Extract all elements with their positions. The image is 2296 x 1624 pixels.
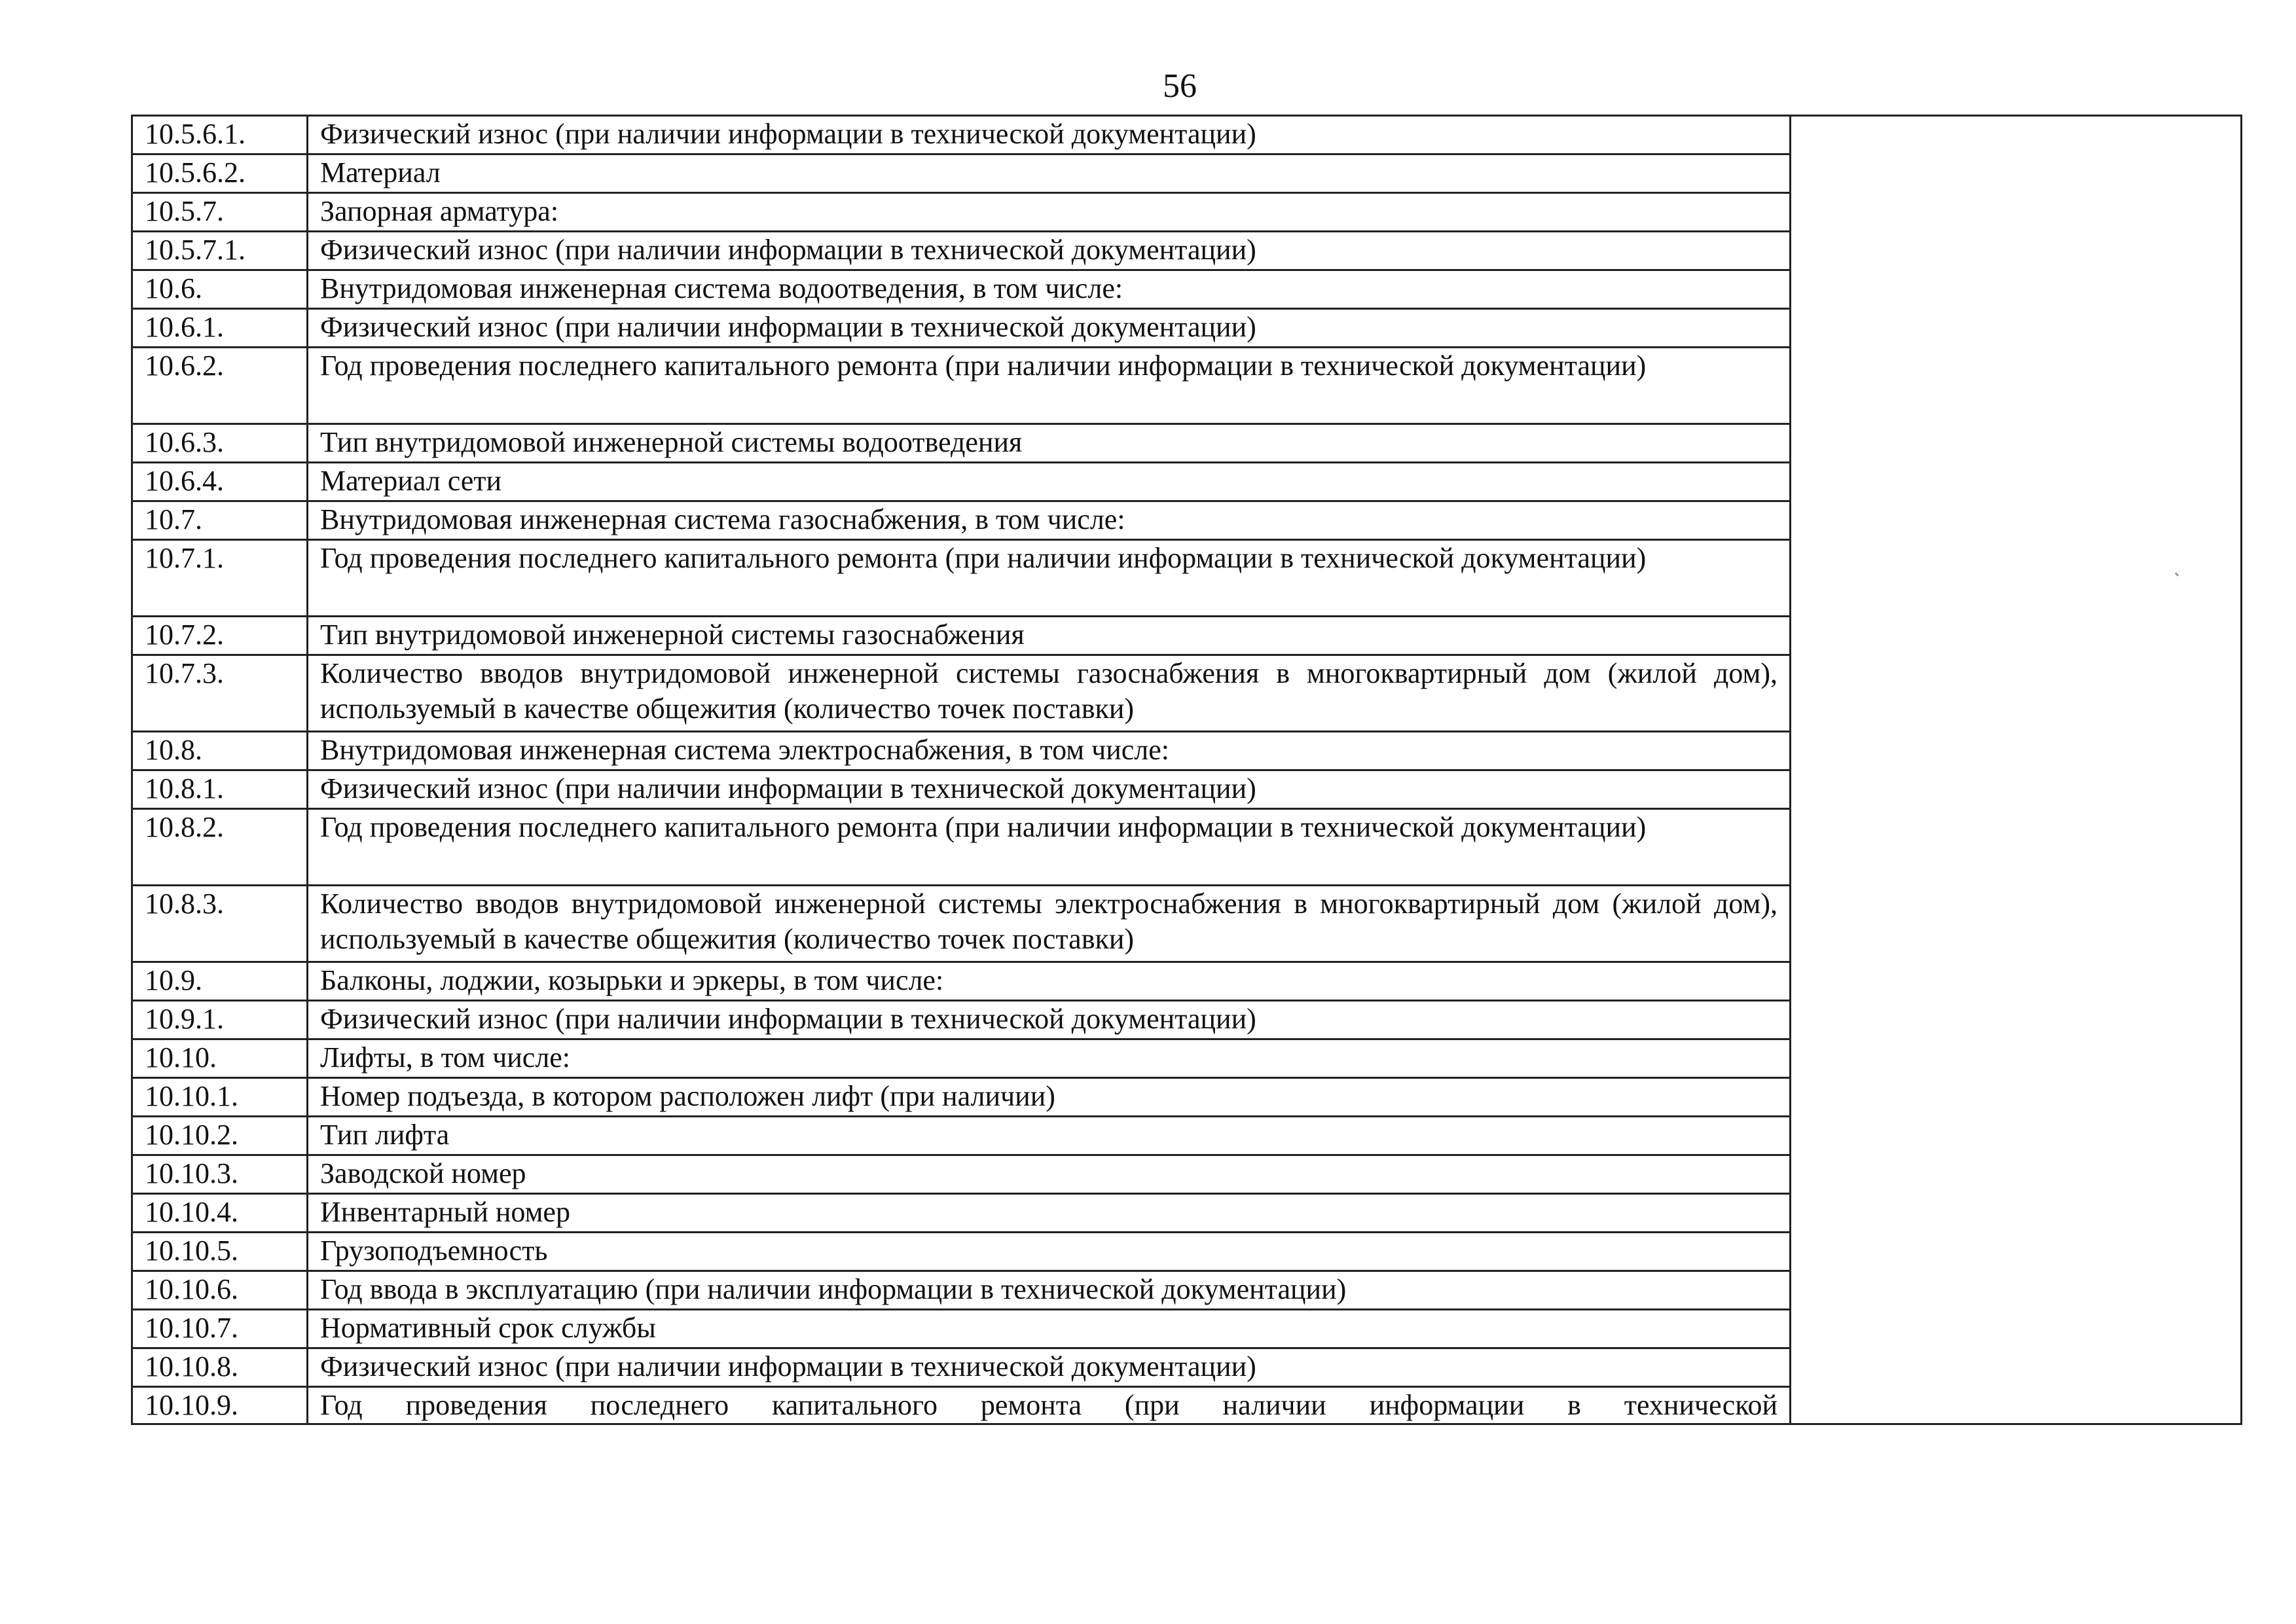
row-number: 10.10.8. xyxy=(132,1348,308,1387)
row-description: Внутридомовая инженерная система газоснабжения, в том числе: xyxy=(308,501,1791,540)
row-number: 10.6.3. xyxy=(132,424,308,463)
row-number: 10.6.2. xyxy=(132,348,308,424)
row-number: 10.9.1. xyxy=(132,1001,308,1039)
row-number: 10.7.3. xyxy=(132,655,308,732)
row-description: Год проведения последнего капитального ремонта (при наличии информации в технической документации) xyxy=(308,809,1791,886)
value-column xyxy=(1791,116,2242,1424)
row-number: 10.10.2. xyxy=(132,1117,308,1155)
row-description: Материал сети xyxy=(308,463,1791,501)
table-row xyxy=(132,116,2242,154)
row-description: Год проведения последнего капитального ремонта (при наличии информации в технической документации) xyxy=(308,348,1791,424)
row-number: 10.6.1. xyxy=(132,309,308,348)
row-description: Физический износ (при наличии информации в технической документации) xyxy=(308,770,1791,809)
row-number: 10.10.6. xyxy=(132,1271,308,1310)
row-description: Физический износ (при наличии информации в технической документации) xyxy=(308,1001,1791,1039)
row-description: Количество вводов внутридомовой инженерной системы газоснабжения в многоквартирный дом (жилой дом), используемый в качестве общежития (количество точек поставки) xyxy=(308,655,1791,732)
row-number: 10.10.3. xyxy=(132,1155,308,1194)
row-description: Физический износ (при наличии информации в технической документации) xyxy=(308,309,1791,348)
row-description: Тип внутридомовой инженерной системы газоснабжения xyxy=(308,617,1791,655)
row-description: Внутридомовая инженерная система водоотведения, в том числе: xyxy=(308,270,1791,309)
row-number: 10.10.1. xyxy=(132,1078,308,1117)
row-description: Материал xyxy=(308,154,1791,193)
row-description: Физический износ (при наличии информации в технической документации) xyxy=(308,116,1791,154)
row-number: 10.10.5. xyxy=(132,1233,308,1271)
row-number: 10.7. xyxy=(132,501,308,540)
row-description: Нормативный срок службы xyxy=(308,1310,1791,1348)
row-number: 10.5.7.1. xyxy=(132,232,308,270)
row-description: Внутридомовая инженерная система электроснабжения, в том числе: xyxy=(308,732,1791,770)
row-description: Год проведения последнего капитального ремонта (при наличии информации в технической документации) xyxy=(308,540,1791,617)
row-number: 10.5.7. xyxy=(132,193,308,232)
row-number: 10.7.2. xyxy=(132,617,308,655)
row-number: 10.5.6.2. xyxy=(132,154,308,193)
row-number: 10.10.4. xyxy=(132,1194,308,1233)
row-description: Физический износ (при наличии информации в технической документации) xyxy=(308,1348,1791,1387)
row-description: Лифты, в том числе: xyxy=(308,1039,1791,1078)
row-number: 10.6.4. xyxy=(132,463,308,501)
row-description: Номер подъезда, в котором расположен лифт (при наличии) xyxy=(308,1078,1791,1117)
row-number: 10.8. xyxy=(132,732,308,770)
row-description: Запорная арматура: xyxy=(308,193,1791,232)
row-description: Тип лифта xyxy=(308,1117,1791,1155)
row-description: Физический износ (при наличии информации в технической документации) xyxy=(308,232,1791,270)
row-description: Количество вводов внутридомовой инженерной системы электроснабжения в многоквартирный дом (жилой дом), используемый в качестве общежития (количество точек поставки) xyxy=(308,886,1791,962)
attributes-table xyxy=(131,115,2242,1425)
row-number: 10.8.1. xyxy=(132,770,308,809)
row-number: 10.10. xyxy=(132,1039,308,1078)
row-number: 10.8.2. xyxy=(132,809,308,886)
row-description: Балконы, лоджии, козырьки и эркеры, в том числе: xyxy=(308,962,1791,1001)
row-number: 10.8.3. xyxy=(132,886,308,962)
row-description: Заводской номер xyxy=(308,1155,1791,1194)
row-number: 10.9. xyxy=(132,962,308,1001)
table-body xyxy=(132,116,2242,1424)
row-description: Год проведения последнего капитального ремонта (при наличии информации в технической xyxy=(308,1387,1791,1424)
row-number: 10.10.7. xyxy=(132,1310,308,1348)
row-number: 10.7.1. xyxy=(132,540,308,617)
row-number: 10.5.6.1. xyxy=(132,116,308,154)
row-description: Инвентарный номер xyxy=(308,1194,1791,1233)
row-number: 10.6. xyxy=(132,270,308,309)
row-number: 10.10.9. xyxy=(132,1387,308,1424)
page-number: 56 xyxy=(1163,67,1197,105)
row-description: Год ввода в эксплуатацию (при наличии информации в технической документации) xyxy=(308,1271,1791,1310)
row-description: Грузоподъемность xyxy=(308,1233,1791,1271)
row-description: Тип внутридомовой инженерной системы водоотведения xyxy=(308,424,1791,463)
